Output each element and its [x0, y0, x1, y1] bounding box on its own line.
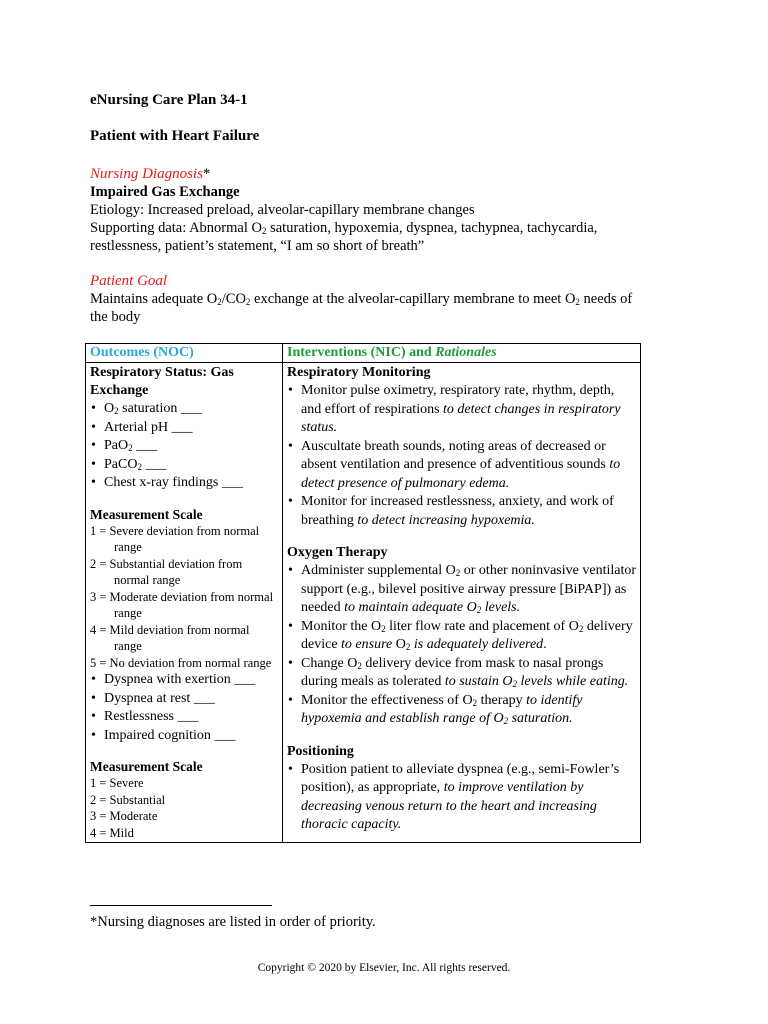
- outcome-heading: Respiratory Status: Gas Exchange: [90, 365, 234, 398]
- interventions-header: Interventions (NIC) and Rationales: [283, 344, 641, 363]
- outcomes-header: Outcomes (NOC): [86, 344, 283, 363]
- measurement-scale-heading: Measurement Scale: [90, 506, 203, 522]
- scale-item: 4 = Mild: [90, 825, 134, 840]
- outcome-list-1: [90, 400, 278, 493]
- priority-marker: *: [202, 166, 211, 182]
- scale-item: 3 = Moderate: [90, 809, 158, 823]
- list-item: • Monitor the effectiveness of $O_2$ therapy to identify hypoxemia and establish range of $O_2$ saturation.: [287, 692, 636, 729]
- diagnosis-name: Impaired Gas Exchange: [90, 184, 240, 200]
- list-item: • PaO$_2$ ___: [90, 437, 278, 456]
- etiology-text: Etiology: Increased preload, alveolar-capillary membrane changes: [90, 202, 475, 218]
- document-subtitle: Patient with Heart Failure: [90, 128, 260, 144]
- positioning-list: [287, 761, 636, 835]
- list-item: • Administer supplemental $O_2$ or other noninvasive ventilator support (e.g., bilevel positive airway pressure [BiPAP]) as needed to maintain adequate $O_2$ levels.: [287, 562, 636, 618]
- scale-item: 2 = Substantial deviation from normal range: [90, 556, 243, 587]
- positioning-heading: Positioning: [287, 743, 354, 759]
- scale-item: 1 = Severe: [90, 776, 144, 790]
- scale-item: 3 = Moderate deviation from normal range: [90, 589, 274, 620]
- measurement-scale-1: [90, 523, 278, 672]
- patient-goal-heading: Patient Goal: [90, 273, 168, 289]
- list-item: • Impaired cognition ___: [90, 727, 278, 746]
- care-plan-table: [85, 343, 641, 843]
- list-item: • Monitor for increased restlessness, anxiety, and work of breathing to detect increasing hypoxemia.: [287, 493, 636, 530]
- footnote: *Nursing diagnoses are listed in order of priority.: [90, 914, 376, 930]
- table-body-row: [86, 363, 641, 843]
- patient-goal-section: [90, 272, 650, 326]
- table-header-row: [86, 344, 641, 363]
- supporting-data-text: Supporting data: Abnormal $O_2$ saturation, hypoxemia, dyspnea, tachypnea, tachycardia, restlessness, patient’s statement, “I am so short of breath”: [90, 220, 598, 254]
- oxygen-therapy-heading: Oxygen Therapy: [287, 545, 388, 560]
- scale-item: 4 = Mild deviation from normal range: [90, 622, 250, 653]
- list-item: • Monitor the $O_2$ liter flow rate and placement of $O_2$ delivery device to ensure $O_2$ is adequately delivered.: [287, 618, 636, 655]
- oxygen-therapy-list: [287, 562, 636, 729]
- list-item: • Position patient to alleviate dyspnea (e.g., semi-Fowler’s position), as appropriate, to improve ventilation by decreasing venous return to the heart and increasing thoracic capacity.: [287, 761, 636, 835]
- outcomes-cell: [86, 363, 283, 843]
- footnote-divider: [90, 905, 272, 906]
- list-item: • Chest x-ray findings ___: [90, 474, 278, 493]
- list-item: • $O_2$ saturation ___: [90, 400, 278, 419]
- list-item: • Restlessness ___: [90, 708, 278, 727]
- list-item: • Dyspnea with exertion ___: [90, 671, 278, 690]
- scale-item: 2 = Substantial: [90, 792, 166, 807]
- nursing-diagnosis-section: [90, 165, 650, 255]
- list-item: • Dyspnea at rest ___: [90, 690, 278, 709]
- list-item: • Auscultate breath sounds, noting areas of decreased or absent ventilation and presence of adventitious sounds to detect presence of pulmonary edema.: [287, 438, 636, 494]
- respiratory-monitoring-heading: Respiratory Monitoring: [287, 365, 431, 380]
- scale-item: 5 = No deviation from normal range: [90, 655, 272, 670]
- measurement-scale-heading: Measurement Scale: [90, 759, 203, 774]
- interventions-cell: [283, 363, 641, 843]
- outcome-list-2: [90, 671, 278, 745]
- patient-goal-text: Maintains adequate $O_2/CO_2$ exchange at the alveolar-capillary membrane to meet $O_2$ needs of the body: [90, 291, 633, 325]
- document-title: eNursing Care Plan 34-1: [90, 92, 248, 108]
- list-item: • Change $O_2$ delivery device from mask to nasal prongs during meals as tolerated to sustain $O_2$ levels while eating.: [287, 655, 636, 692]
- measurement-scale-2: [90, 775, 278, 841]
- list-item: • PaCO$_2$ ___: [90, 456, 278, 475]
- list-item: • Monitor pulse oximetry, respiratory rate, rhythm, depth, and effort of respirations to detect changes in respiratory status.: [287, 382, 636, 438]
- nursing-diagnosis-heading: Nursing Diagnosis: [90, 166, 203, 182]
- scale-item: 1 = Severe deviation from normal range: [90, 523, 260, 554]
- respiratory-monitoring-list: [287, 382, 636, 530]
- copyright-notice: Copyright © 2020 by Elsevier, Inc. All rights reserved.: [257, 962, 511, 974]
- list-item: • Arterial pH ___: [90, 419, 278, 438]
